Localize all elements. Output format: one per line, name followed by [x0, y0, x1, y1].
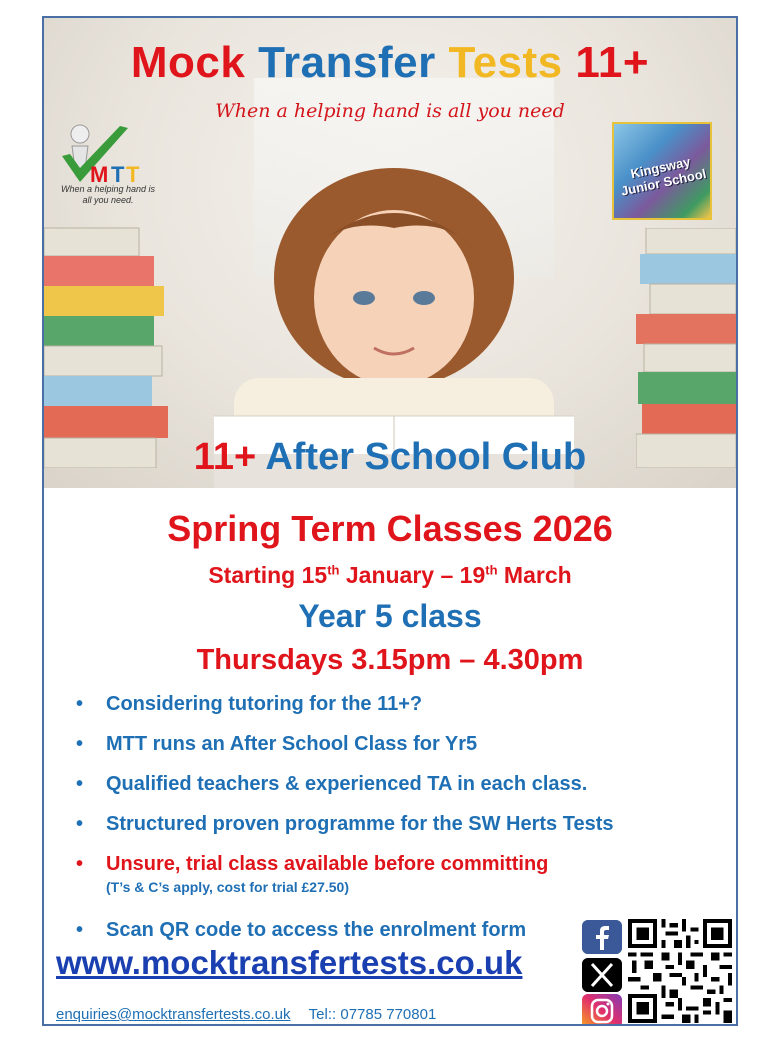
class-time: Thursdays 3.15pm – 4.30pm — [196, 644, 584, 676]
website-link[interactable]: www.mocktransfertests.co.uk — [56, 944, 523, 981]
contact-line — [56, 1006, 436, 1023]
books-left-image — [44, 218, 174, 468]
club-name: After School Club — [265, 436, 587, 478]
title-word-mock: Mock — [130, 38, 246, 87]
list-item: • MTT runs an After School Class for Yr5 — [76, 733, 478, 755]
list-item-text: Scan QR code to access the enrolment form — [106, 919, 527, 941]
logo-tagline: When a helping hand is all you need. — [60, 184, 156, 205]
tagline: When a helping hand is all you need — [215, 100, 565, 122]
list-item-text: Qualified teachers & experienced TA in each class. — [106, 773, 588, 795]
title-word-transfer: Transfer — [258, 38, 436, 87]
dates-start-sup: th — [327, 562, 340, 578]
term-dates — [44, 562, 736, 589]
dates-end: March — [497, 562, 572, 588]
dates-mid: January – 19 — [339, 562, 486, 588]
email-link[interactable]: enquiries@mocktransfertests.co.uk — [56, 1006, 291, 1023]
list-item: • Scan QR code to access the enrolment form — [76, 919, 527, 941]
instagram-icon[interactable] — [582, 994, 622, 1026]
list-item-text: Unsure, trial class available before committing — [106, 853, 549, 875]
list-item: • Considering tutoring for the 11+? — [76, 693, 423, 715]
info-list — [72, 690, 732, 956]
title-word-tests: Tests — [448, 38, 563, 87]
list-item: • Unsure, trial class available before committing (T’s & C’s apply, cost for trial £27.50) — [72, 850, 732, 916]
mtt-logo — [58, 116, 158, 226]
club-heading — [44, 436, 736, 479]
title-word-11plus: 11+ — [575, 38, 650, 87]
list-item-text: MTT runs an After School Class for Yr5 — [106, 733, 478, 755]
hero-photo — [44, 18, 736, 488]
svg-text:M: M — [90, 162, 109, 187]
list-item-text: Structured proven programme for the SW Herts Tests — [106, 813, 614, 835]
list-item: • Structured proven programme for the SW Herts Tests — [76, 813, 614, 835]
list-item-note: (T’s & C’s apply, cost for trial £27.50) — [106, 879, 349, 895]
list-item-text: Considering tutoring for the 11+? — [106, 693, 423, 715]
year-class: Year 5 class — [298, 598, 482, 634]
dates-start: Starting 15 — [208, 562, 328, 588]
school-badge-text: Kingsway Junior School — [619, 154, 708, 199]
club-prefix: 11+ — [193, 436, 257, 478]
x-icon[interactable] — [582, 958, 622, 992]
dates-end-sup: th — [485, 562, 498, 578]
facebook-icon[interactable] — [582, 920, 622, 954]
qr-code[interactable] — [628, 918, 732, 1024]
books-right-image — [636, 228, 736, 468]
page-title — [44, 38, 736, 88]
svg-text:T: T — [111, 162, 125, 187]
term-title: Spring Term Classes 2026 — [167, 508, 613, 549]
svg-text:T: T — [126, 162, 140, 187]
flyer — [42, 16, 738, 1026]
school-badge — [612, 122, 712, 220]
list-item: • Qualified teachers & experienced TA in each class. — [76, 773, 588, 795]
telephone: Tel:: 07785 770801 — [308, 1006, 437, 1023]
